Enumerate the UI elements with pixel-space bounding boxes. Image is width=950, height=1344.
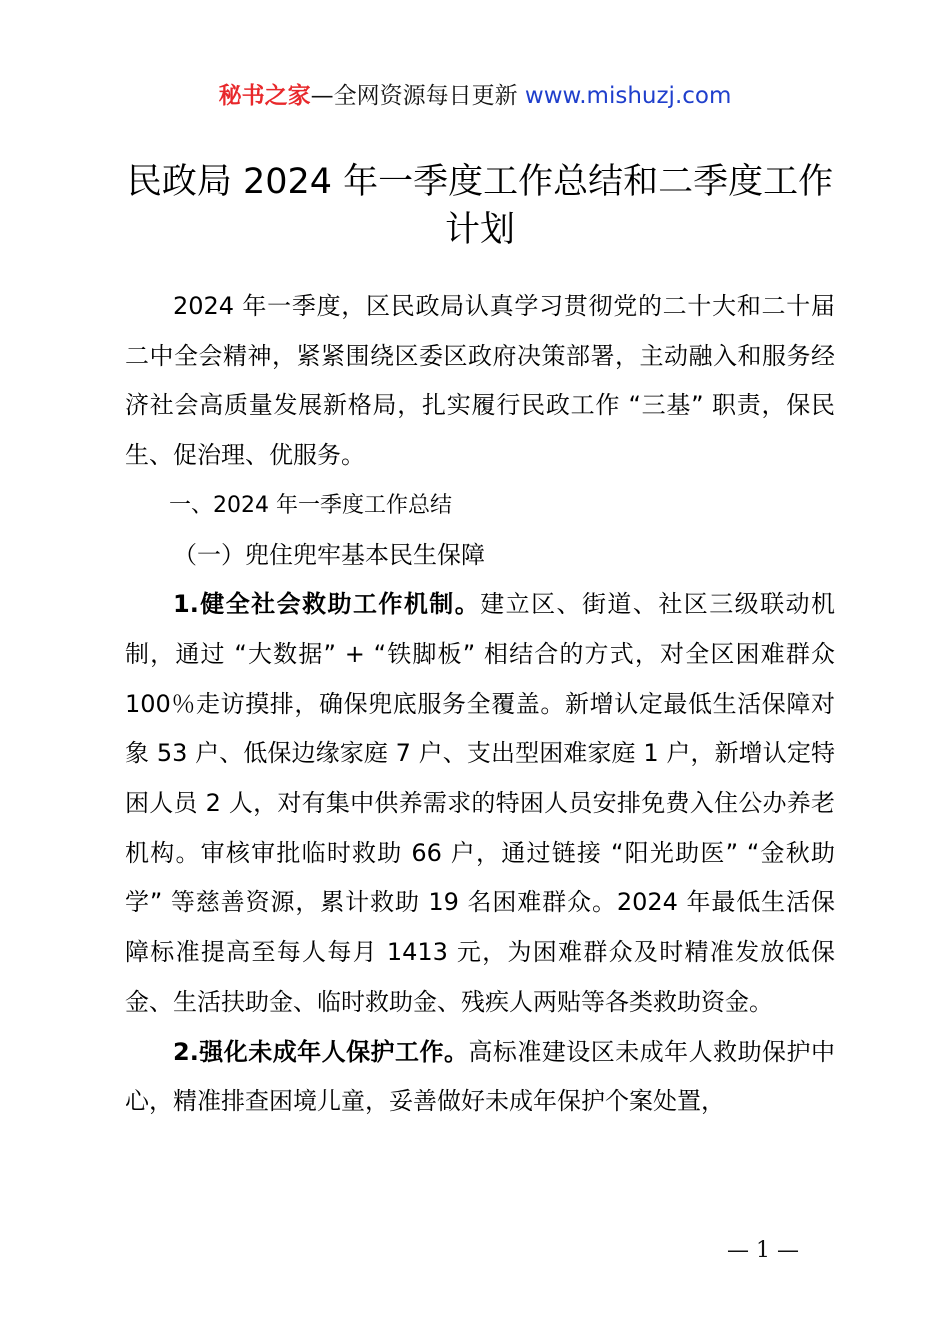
page-number: — 1 — (727, 1238, 799, 1263)
brand-name: 秘书之家 (218, 83, 311, 109)
item-1-lead: 1.健全社会救助工作机制。 (173, 590, 481, 619)
document-title: 民政局 2024 年一季度工作总结和二季度工作计划 (126, 162, 834, 250)
intro-paragraph: 2024 年一季度，区民政局认真学习贯彻党的二十大和二十届二中全会精神，紧紧围绕区委区政府决策部署，主动融入和服务经济社会高质量发展新格局，扎实履行民政工作 “三基” 职责，保民生、促治理、优服务。 (125, 292, 835, 470)
document-body (125, 282, 835, 1127)
brand-url: www.mishuzj.com (524, 83, 732, 109)
section-heading: 一、2024 年一季度工作总结 (169, 492, 452, 518)
item-2-text: 高标准建设区未成年人救助保护中心，精准排查困境儿童，妥善做好未成年保护个案处置， (125, 1037, 835, 1116)
site-watermark-header (0, 80, 950, 112)
item-paragraph-2 (125, 1028, 835, 1127)
item-paragraph-1 (125, 580, 835, 1027)
item-1-text: 建立区、街道、社区三级联动机制，通过 “大数据” + “铁脚板” 相结合的方式，对全区困难群众 100％走访摸排，确保兜底服务全覆盖。新增认定最低生活保障对象 53 户、低保边缘家庭 7 户、支出型困难家庭 1 户，新增认定特困人员 2 人，对有集中供养需求的特困人员安排免费入住公办养老机构。审核审批临时救助 66 户，通过链接 “阳光助医” “金秋助学” 等慈善资源，累计救助 19 名困难群众。2024 年最低生活保障标准提高至每人每月 1413 元，为困难群众及时精准发放低保金、生活扶助金、临时救助金、残疾人两贴等各类救助资金。 (125, 590, 835, 1016)
brand-slogan: —全网资源每日更新 (310, 83, 518, 109)
item-2-lead: 2.强化未成年人保护工作。 (173, 1037, 469, 1066)
subsection-heading: （一）兜住兜牢基本民生保障 (173, 540, 485, 569)
